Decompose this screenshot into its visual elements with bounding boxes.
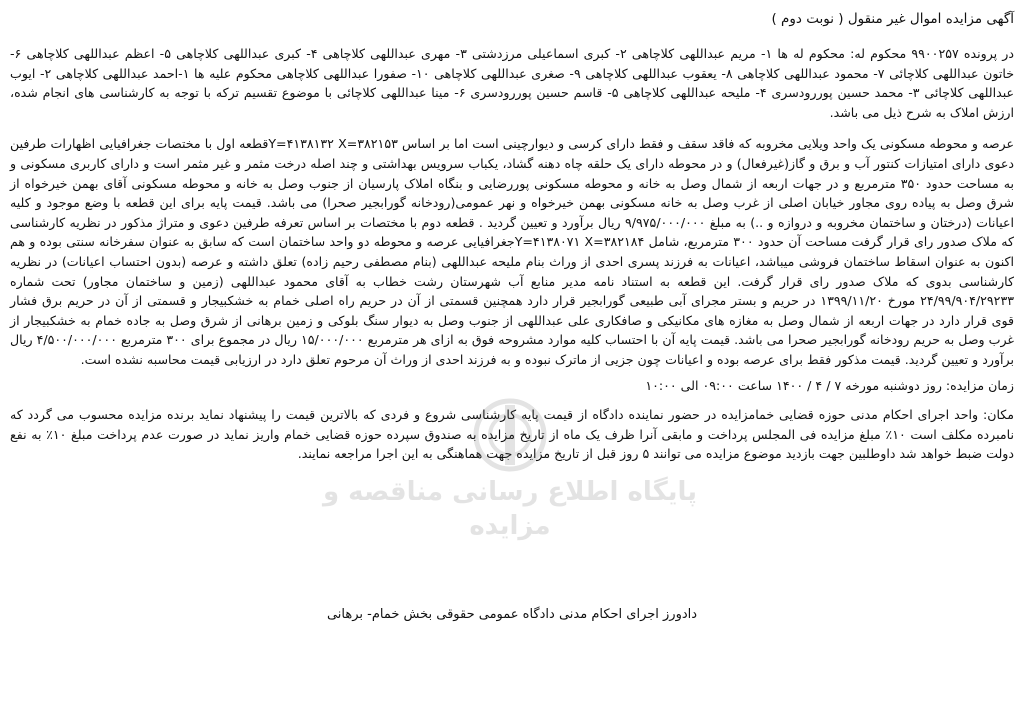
case-parties-paragraph: در پرونده ۹۹۰۰۲۵۷ محکوم له: محکوم له ها ۱- مریم عبداللهی کلاچاهی ۲- کبری اسماعیلی مرزدشتی ۳- مهری عبداللهی کلاچاهی ۴- کبری عبداللهی کلاچاهی ۵- اعظم عبداللهی کلاچاهی ۶- خاتون عبداللهی کلاچائی ۷- محمود عبداللهی کلاچاهی ۸- یعقوب عبداللهی کلاچاهی ۹- صغری عبداللهی کلاچاهی ۱۰- صفورا عبداللهی کلاچاهی محکوم علیه ها ۱-احمد عبداللهی کلاچاهی ۲- ایوب عبداللهی کلاچائی ۳- محمد حسین پوررودسری ۴- ملیحه عبداللهی کلاچاهی ۵- قاسم حسین پوررودسری ۶- مینا عبداللهی کلاچائی با موضوع تقسیم ترکه با توجه به کارشناسی های انجام شده، ارزش املاک به شرح ذیل می باشد. — [10, 46, 1015, 120]
auction-time-paragraph: زمان مزایده: روز دوشنبه مورخه ۷ / ۴ / ۱۴۰۰ ساعت ۰۹:۰۰ الی ۱۰:۰۰ — [645, 377, 1014, 393]
document-title: آگهی مزایده اموال غیر منقول ( نوبت دوم ) — [771, 11, 1014, 27]
watermark-text: پایگاه اطلاع رسانی مناقصه و مزایده — [322, 477, 698, 541]
auction-location-paragraph: مکان: واحد اجرای احکام مدنی حوزه قضایی خمامزایده در حضور نماینده دادگاه از قیمت پایه کارشناسی شروع و فردی که بالاترین قیمت را پیشنهاد نماید برنده مزایده محسوب می گردد که نامبرده مکلف است ۱۰٪ مبلغ مزایده فی المجلس پرداخت و مابقی آنرا ظرف یک ماه از تاریخ مزایده به صندوق سپرده حوزه قضایی خمام واریز نماید در صورت عدم پرداخت مبلغ ۱۰٪ به نفع دولت ضبط خواهد شد داوطلبین جهت بازدید موضوع مزایده می توانند ۵ روز قبل از تاریخ مزایده جهت هماهنگی به این اجرا مراجعه نمایند. — [10, 407, 1014, 462]
signature-line: دادورز اجرای احکام مدنی دادگاه عمومی حقوقی بخش خمام- برهانی — [326, 607, 698, 622]
property-description-paragraph: عرصه و محوطه مسکونی یک واحد ویلایی مخروبه که فاقد سقف و فقط دارای کرسی و دیوارچینی است اما بر اساس Y=۴۱۳۸۱۳۲ X=۳۸۲۱۵۳قطعه اول با مختصات جغرافیایی اظهارات طرفین دعوی دارای امتیازات کنتور آب و برق و گاز(غیرفعال) و در محوطه دارای یک حلقه چاه دهنه گشاد، یکباب سرویس بهداشتی و چند اصله درخت مثمر و غیر مثمر است و دارای کاربری مسکونی و به مساحت حدود ۳۵۰ مترمربع و در جهات اربعه از شمال وصل به خانه و محوطه مسکونی پوررضایی و بنگاه املاک پارسیان از جنوب وصل به خانه و محوطه مسکونی آقای بهمن خیرخواه از شرق وصل به پیاده روی مجاور خیابان اصلی از غرب وصل به خانه مسکونی بهمن خیرخواه و نهر عمومی(رودخانه گورابجیر صحرا) می باشد. قیمت پایه برای این قطعه با وضع موجود و کلیه اعیانات (درختان و ساختمان مخروبه و دروازه و ..) به مبلغ ۹/۹۷۵/۰۰۰/۰۰۰ ریال برآورد و تعیین گردید . قطعه دوم با مختصات بر اساس تعرفه طرفین دعوی و متراژ مذکور در نظریه کارشناسی که ملاک صدور رای قرار گرفت مساحت آن حدود ۳۰۰ مترمربع، شامل Y=۴۱۳۸۰۷۱ X=۳۸۲۱۸۴جغرافیایی عرصه و محوطه دو واحد ساختمان است که سابق به عنوان سفرخانه سنتی بوده و هم اکنون به عنوان اسقاط ساختمان فروشی میباشد، اعیانات به فرزند پسری احدی از وراث بنام ملیحه عبداللهی (بنام مصطفی رحیم زاده) تعلق داشته و عرصه (بدون احتساب اعیانات) در نظریه کارشناسی بدوی که ملاک صدور رای قرار گرفت. این قطعه به استناد نامه مدیر منابع آب شهرستان رشت خطاب به آقای محمود عبداللهی (زمین و ساختمان مجاور) تحت شماره ۲۴/۹۹/۹۰۴/۲۹۲۳۳ مورخ ۱۳۹۹/۱۱/۲۰ در حریم و بستر مجرای آبی طبیعی گورابجیر قرار دارد همچنین قسمتی از آن در حریم راه اصلی خمام به خشکبیجار و قسمتی از آن در حریم برق فشار قوی قرار دارد در جهات اربعه از شمال وصل به مغازه های مکانیکی و صافکاری علی عبداللهی از جنوب وصل به دیوار سنگ بلوکی و زمین برهانی از شرق وصل به جاده خمام به خشکبیجار از غرب وصل به حریم رودخانه گورابجیر صحرا می باشد. قیمت پایه آن با احتساب کلیه موارد مشروحه فوق به ازای هر مترمربع ۱۵/۰۰۰/۰۰۰ ریال در مجموع برای ۳۰۰ مترمربع ۴/۵۰۰/۰۰۰/۰۰۰ ریال برآورد و تعیین گردید. قیمت مذکور فقط برای عرصه بوده و اعیانات چون جزیی از ماترک نبوده و به فرزند احدی از وراث آن مرحوم تعلق دارد در ارزیابی قیمت محاسبه نشده است. — [10, 136, 1015, 367]
